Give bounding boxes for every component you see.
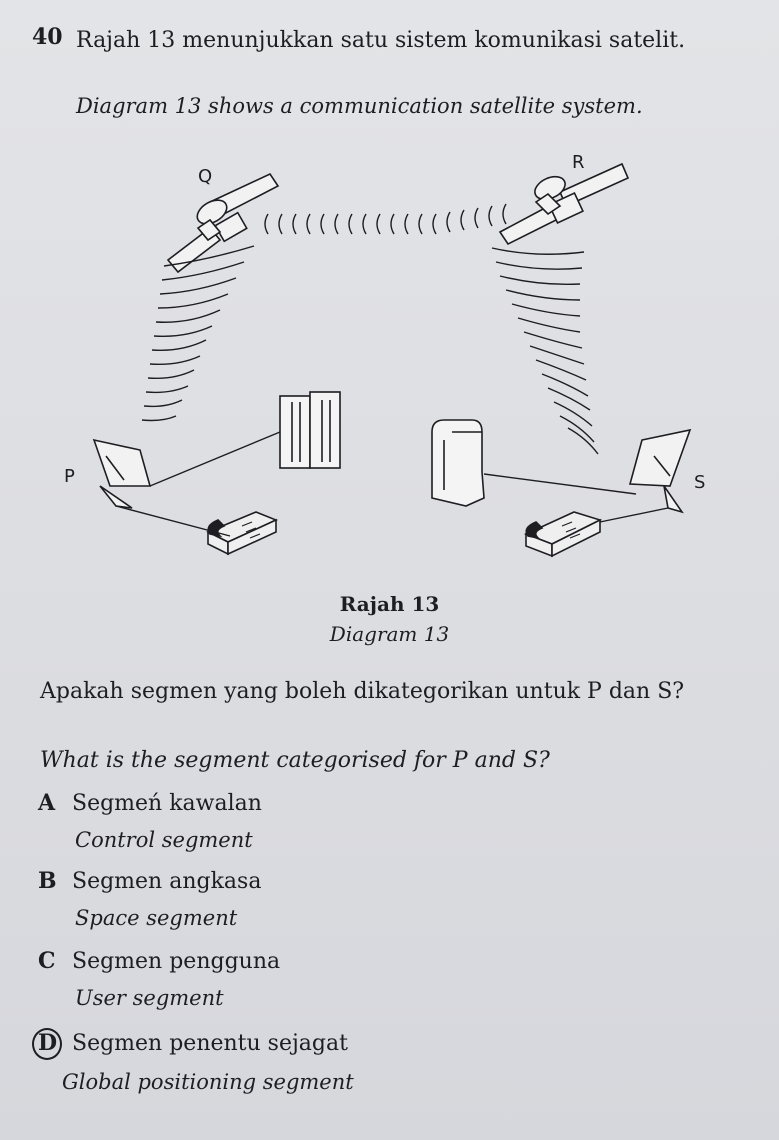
option-d-text-english: Global positioning segment (62, 1070, 354, 1094)
ground-station-p-icon (94, 440, 150, 508)
option-b[interactable] (38, 868, 261, 894)
satellite-system-diagram (60, 140, 720, 580)
option-c[interactable] (38, 948, 280, 974)
telephone-right-icon (526, 512, 600, 556)
option-d-text-malay: Segmen penentu sejagat (72, 1031, 348, 1056)
diagram-caption-malay: Rajah 13 (339, 592, 440, 616)
ground-station-s-icon (630, 430, 690, 512)
option-c-letter: C (38, 948, 56, 974)
building-icon (280, 392, 340, 468)
label-s: S (694, 472, 706, 493)
label-r: R (572, 152, 585, 173)
option-b-letter: B (38, 868, 57, 894)
satellite-q-icon (168, 174, 278, 272)
label-p: P (64, 466, 75, 487)
option-a-text-english: Control segment (75, 828, 253, 852)
question-text-malay: Rajah 13 menunjukkan satu sistem komunikasi satelit. (76, 28, 686, 53)
signal-waves-p-q (142, 246, 254, 421)
option-d[interactable] (38, 1030, 348, 1056)
option-b-text-english: Space segment (75, 906, 238, 930)
option-c-text-malay: Segmen pengguna (72, 949, 281, 974)
option-a-letter: A (38, 790, 56, 816)
computer-terminal-icon (432, 420, 484, 506)
prompt-text-english: What is the segment categorised for P and S? (40, 748, 550, 773)
option-b-text-malay: Segmen angkasa (72, 869, 262, 894)
option-a[interactable] (38, 790, 262, 816)
signal-waves-r-s (492, 248, 598, 454)
option-d-letter-circled: D (38, 1030, 72, 1056)
question-number: 40 (32, 24, 63, 50)
signal-waves-q-r (265, 204, 506, 234)
label-q: Q (198, 166, 213, 187)
question-text-english: Diagram 13 shows a communication satellite system. (76, 94, 643, 118)
option-a-text-malay: Segmeń kawalan (72, 791, 262, 816)
option-c-text-english: User segment (75, 986, 224, 1010)
prompt-text-malay: Apakah segmen yang boleh dikategorikan untuk P dan S? (40, 679, 685, 704)
diagram-caption-english: Diagram 13 (329, 622, 450, 646)
satellite-r-icon (500, 164, 628, 244)
